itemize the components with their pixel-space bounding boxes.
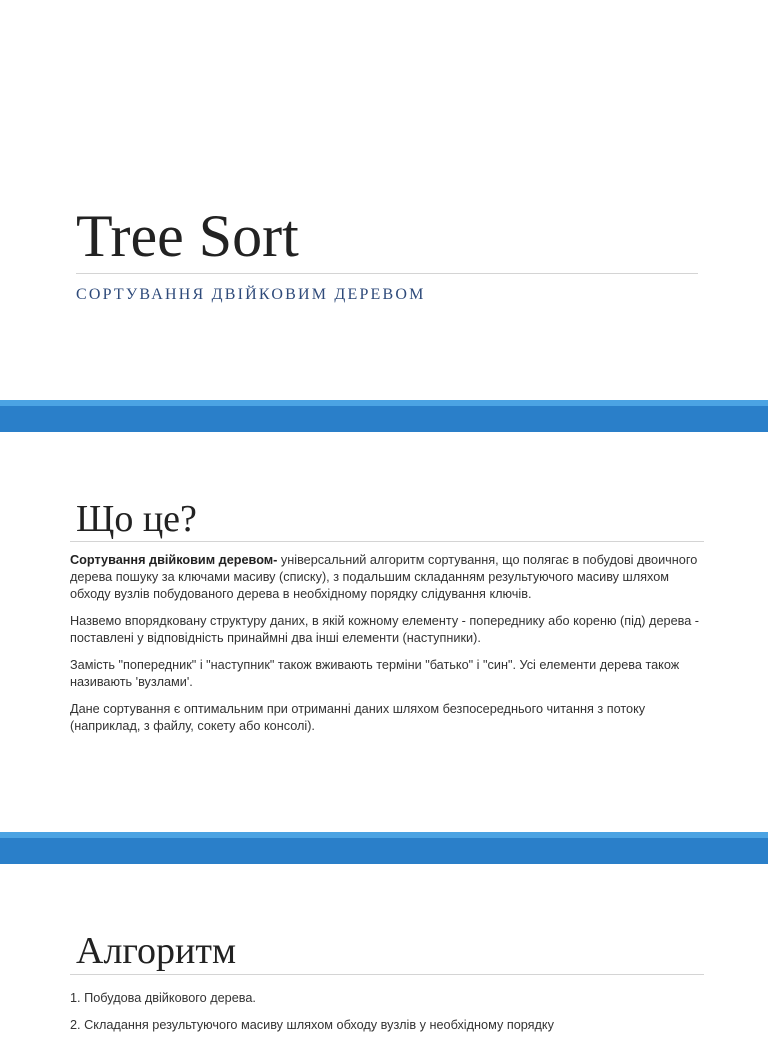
paragraph: Назвемо впорядковану структуру даних, в якій кожному елементу - попереднику або кореню (під) дерева - поставлені у відповідність принаймні два інші елементи (наступники). [70, 614, 700, 645]
list-item: 2. Складання результуючого масиву шляхом обходу вузлів у необхідному порядку [70, 1018, 554, 1032]
paragraph: Замість "попередник" і "наступник" також вживають терміни "батько" і "син". Усі елементи дерева також називають 'вузлами'. [70, 658, 680, 689]
slide-title-heading: Tree Sort [76, 203, 299, 269]
slide-title [0, 0, 768, 400]
slide-separator-band [0, 400, 768, 432]
slide-algorithm [0, 864, 768, 1032]
slide-what-is-it [0, 432, 768, 832]
heading-divider [70, 541, 704, 542]
slide-separator-band [0, 832, 768, 864]
heading-divider [70, 974, 704, 975]
slide-body [70, 552, 700, 745]
bold-term: Сортування двійковим деревом- [70, 553, 278, 567]
paragraph-text: універсальний алгоритм сортування, що полягає в побудові двоичного дерева пошуку за ключами масиву (списку), з подальшим складанням результуючого масиву шляхом обходу вузлів побудованого дерева в необхідному порядку слідування ключів. [70, 553, 698, 601]
title-divider [76, 273, 698, 274]
algorithm-steps-list [70, 990, 700, 1044]
slide-subtitle: СОРТУВАННЯ ДВІЙКОВИМ ДЕРЕВОМ [76, 286, 426, 303]
slide-heading: Що це? [76, 498, 197, 540]
paragraph: Дане сортування є оптимальним при отриманні даних шляхом безпосереднього читання з потоку (наприклад, з файлу, сокету або консолі). [70, 702, 646, 733]
slide-heading: Алгоритм [76, 930, 237, 972]
paragraph [70, 552, 700, 603]
list-item: 1. Побудова двійкового дерева. [70, 991, 256, 1005]
